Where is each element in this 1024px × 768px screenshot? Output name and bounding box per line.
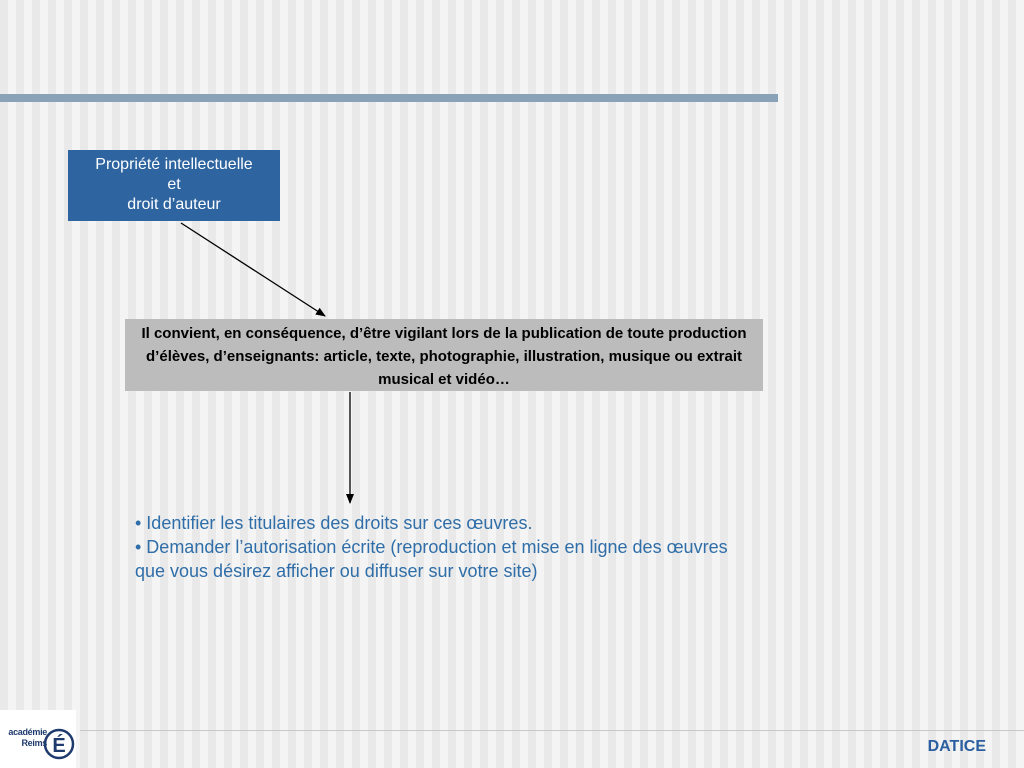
notice-box bbox=[125, 319, 763, 391]
logo-line-2: Reims bbox=[21, 738, 47, 748]
title-box bbox=[68, 150, 280, 221]
bullet-item-1: • Identifier les titulaires des droits sur ces œuvres. bbox=[135, 513, 533, 533]
arrow-title-to-notice bbox=[181, 223, 325, 316]
footer-label: DATICE bbox=[927, 738, 986, 755]
title-line-3: droit d’auteur bbox=[127, 196, 221, 213]
notice-text: Il convient, en conséquence, d’être vigilant lors de la publication de toute production d’élèves, d’enseignants: article, texte, photographie, illustration, musique ou extrait musical et vidéo… bbox=[141, 325, 747, 388]
header-rule bbox=[0, 94, 778, 102]
bullet-list bbox=[135, 511, 755, 583]
academie-logo-text bbox=[3, 727, 47, 749]
title-line-1: Propriété intellectuelle bbox=[95, 156, 253, 173]
bullet-item-2: • Demander l’autorisation écrite (reproduction et mise en ligne des œuvres que vous désirez afficher ou diffuser sur votre site) bbox=[135, 537, 728, 581]
title-line-2: et bbox=[167, 176, 181, 193]
footer-rule bbox=[80, 730, 1024, 731]
logo-e-icon bbox=[44, 714, 76, 764]
logo-letter: É bbox=[52, 735, 66, 757]
logo-line-1: académie bbox=[8, 727, 47, 737]
